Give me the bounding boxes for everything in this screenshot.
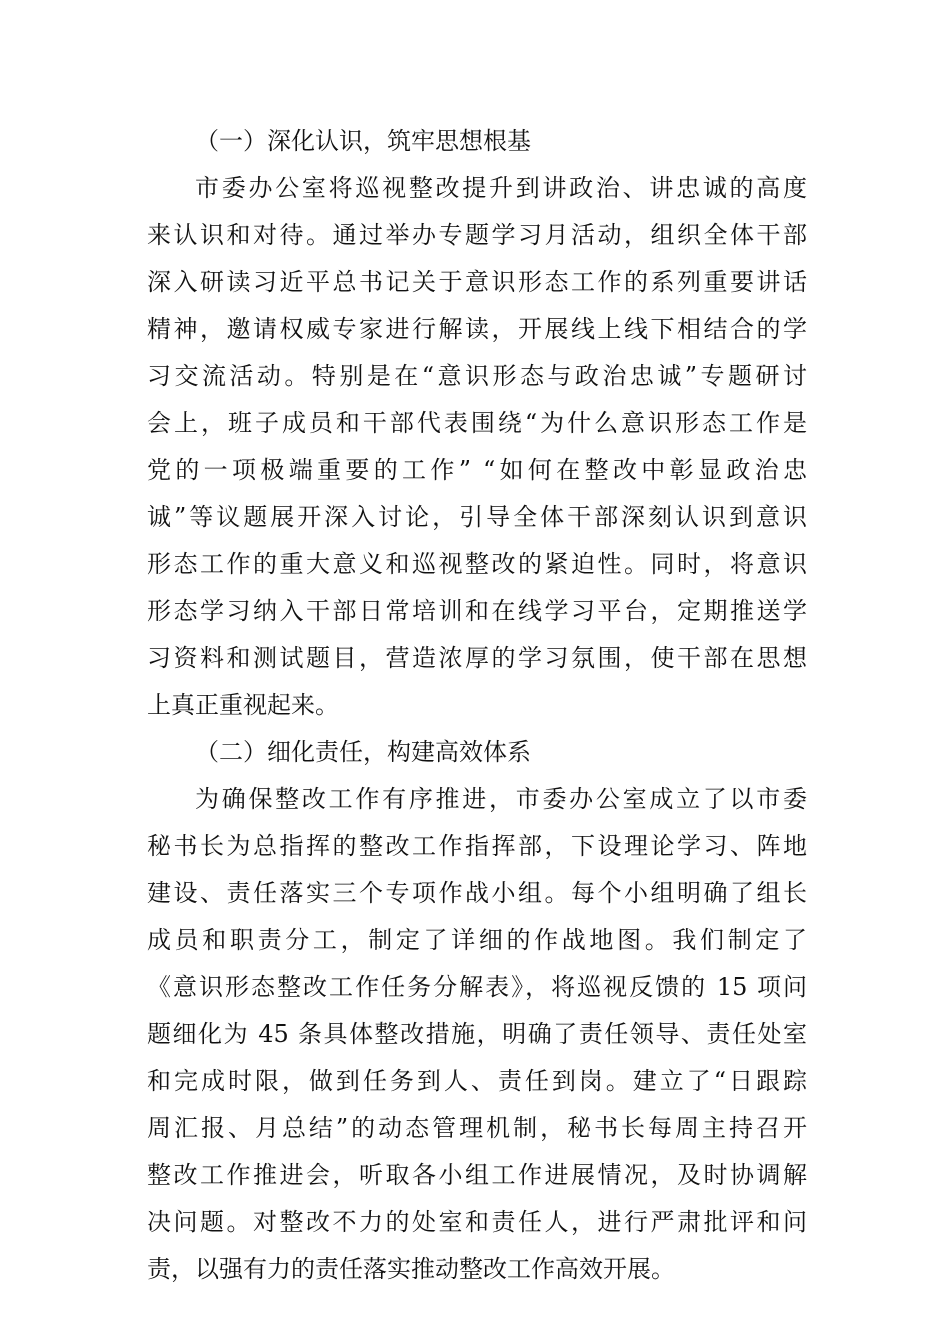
text-line: 党的一项极端重要的工作” “如何在整改中彰显政治忠 [147, 456, 807, 484]
text-line: 责，以强有力的责任落实推动整改工作高效开展。 [147, 1255, 675, 1283]
text-line: 题细化为 45 条具体整改措施，明确了责任领导、责任处室 [147, 1020, 807, 1048]
section-1-heading: （一）深化认识，筑牢思想根基 [195, 127, 531, 155]
text-line: 习资料和测试题目，营造浓厚的学习氛围，使干部在思想 [147, 644, 807, 672]
text-line: 周汇报、月总结”的动态管理机制，秘书长每周主持召开 [147, 1114, 807, 1142]
text-line: 成员和职责分工，制定了详细的作战地图。我们制定了 [147, 926, 807, 954]
text-line: 市委办公室将巡视整改提升到讲政治、讲忠诚的高度 [195, 174, 807, 202]
text-line: 形态学习纳入干部日常培训和在线学习平台，定期推送学 [147, 597, 807, 625]
text-line: 和完成时限，做到任务到人、责任到岗。建立了“日跟踪 [147, 1067, 807, 1095]
text-line: 习交流活动。特别是在“意识形态与政治忠诚”专题研讨 [147, 362, 807, 390]
text-line: 会上，班子成员和干部代表围绕“为什么意识形态工作是 [147, 409, 807, 437]
text-line: 诚”等议题展开深入讨论，引导全体干部深刻认识到意识 [147, 503, 807, 531]
text-line: 为确保整改工作有序推进，市委办公室成立了以市委 [195, 785, 807, 813]
text-line: 《意识形态整改工作任务分解表》，将巡视反馈的 15 项问 [147, 973, 807, 1001]
section-2-heading: （二）细化责任，构建高效体系 [195, 738, 531, 766]
text-line: 形态工作的重大意义和巡视整改的紧迫性。同时，将意识 [147, 550, 807, 578]
text-line: 整改工作推进会，听取各小组工作进展情况，及时协调解 [147, 1161, 807, 1189]
text-line: 精神，邀请权威专家进行解读，开展线上线下相结合的学 [147, 315, 807, 343]
text-line: 深入研读习近平总书记关于意识形态工作的系列重要讲话 [147, 268, 807, 296]
section-2-paragraph [147, 776, 807, 1293]
section-1-paragraph [147, 165, 807, 729]
text-line: 建设、责任落实三个专项作战小组。每个小组明确了组长 [147, 879, 807, 907]
text-line: 秘书长为总指挥的整改工作指挥部，下设理论学习、阵地 [147, 832, 807, 860]
text-line: 决问题。对整改不力的处室和责任人，进行严肃批评和问 [147, 1208, 807, 1236]
text-line: 来认识和对待。通过举办专题学习月活动，组织全体干部 [147, 221, 807, 249]
text-line: 上真正重视起来。 [147, 691, 339, 719]
document-body [147, 118, 807, 1293]
